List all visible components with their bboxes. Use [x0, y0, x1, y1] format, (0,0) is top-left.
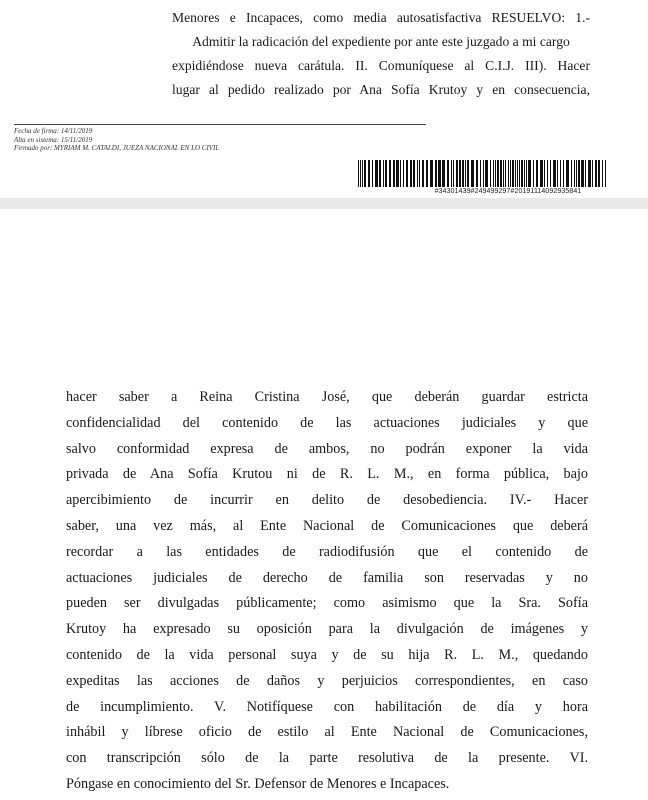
barcode-bar: [566, 160, 569, 187]
barcode-bar: [483, 160, 484, 187]
barcode-bar: [419, 160, 420, 187]
barcode-bar: [553, 160, 556, 187]
barcode-bar: [465, 160, 466, 187]
barcode-bar: [524, 160, 525, 187]
barcode-bar: [358, 160, 359, 187]
barcode-bar: [362, 160, 363, 187]
document-page-1: [0, 0, 648, 198]
barcode-bar: [495, 160, 496, 187]
barcode-bar: [602, 160, 603, 187]
barcode-bar: [360, 160, 361, 187]
text-line: Menores e Incapaces, como media autosatisfactiva RESUELVO: 1.-: [172, 10, 590, 25]
barcode-bar: [592, 160, 593, 187]
barcode-bar: [426, 160, 428, 187]
resolution-text-continued: [66, 385, 588, 798]
barcode-bar: [588, 160, 591, 187]
barcode-bar: [435, 160, 437, 187]
barcode-bar: [456, 160, 458, 187]
barcode-bar: [526, 160, 527, 187]
text-line: Póngase en conocimiento del Sr. Defensor de Menores e Incapaces.: [66, 775, 450, 792]
barcode-bar: [547, 160, 548, 187]
barcode-bar: [512, 160, 514, 187]
barcode-bar: [576, 160, 577, 187]
barcode-bar: [442, 160, 445, 187]
barcode-bar: [500, 160, 502, 187]
barcode-bar: [451, 160, 452, 187]
barcode-bar: [515, 160, 516, 187]
barcode-number: #34301439#249499297#20191114092935841: [434, 188, 582, 195]
barcode-bar: [379, 160, 381, 187]
text-line: privada de Ana Sofía Krutou ni de R. L. M., en forma pública, bajo: [66, 466, 588, 483]
barcode-bar: [536, 160, 538, 187]
resolution-text-top: [172, 6, 590, 102]
text-line: expeditas las acciones de daños y perjuicios correspondientes, en caso: [66, 672, 588, 689]
barcode-bar: [368, 160, 370, 187]
barcode-bar: [550, 160, 551, 187]
barcode-bar: [510, 160, 511, 187]
barcode-bar: [480, 160, 481, 187]
barcode-bar: [533, 160, 534, 187]
document-page-2: [0, 209, 648, 800]
text-line: con transcripción sólo de la parte resolutiva de la presente. VI.: [66, 750, 588, 767]
barcode-bar: [493, 160, 494, 187]
text-line: hacer saber a Reina Cristina José, que deberán guardar estricta: [66, 389, 588, 405]
barcode-bar: [585, 160, 586, 187]
barcode-bar: [372, 160, 373, 187]
barcode-bar: [430, 160, 433, 187]
barcode-bar: [508, 160, 509, 187]
signature-rule: [14, 124, 426, 125]
barcode-bar: [413, 160, 415, 187]
text-line: inhábil y líbrese oficio de estilo al Ente Nacional de Comunicaciones,: [66, 724, 588, 741]
barcode-bar: [467, 160, 469, 187]
signature-date: Fecha de firma: 14/11/2019: [14, 127, 93, 135]
barcode-bar: [503, 160, 504, 187]
text-line: saber, una vez más, al Ente Nacional de Comunicaciones que deberá: [66, 517, 588, 534]
barcode-bar: [422, 160, 424, 187]
barcode-bar: [497, 160, 499, 187]
text-line: salvo conformidad expresa de ambos, no podrán exponer la vida: [66, 440, 588, 457]
barcode-bar: [557, 160, 558, 187]
text-line: de incumplimiento. V. Notifíquese con habilitación de día y hora: [66, 698, 588, 715]
barcode-bar: [574, 160, 575, 187]
barcode-bar: [396, 160, 399, 187]
signature-block: [14, 127, 219, 153]
barcode-bar: [385, 160, 387, 187]
barcode-bar: [571, 160, 572, 187]
text-line: Krutoy ha expresado su oposición para la divulgación de imágenes y: [66, 621, 588, 638]
text-line: apercibimiento de incurrir en delito de desobediencia. IV.- Hacer: [66, 492, 588, 509]
text-line: contenido de la vida personal suya y de su hija R. L. M., quedando: [66, 646, 588, 663]
barcode-bar: [400, 160, 401, 187]
barcode-bar: [560, 160, 561, 187]
barcode-bar: [410, 160, 412, 187]
barcode-bar: [581, 160, 584, 187]
barcode-bar: [598, 160, 600, 187]
barcode: [358, 160, 606, 187]
barcode-bar: [453, 160, 454, 187]
barcode-bar: [389, 160, 391, 187]
barcode-bar: [485, 160, 488, 187]
barcode-bar: [490, 160, 491, 187]
text-line: Admitir la radicación del expediente por ante este juzgado a mi cargo: [192, 34, 570, 49]
barcode-bar: [540, 160, 543, 187]
barcode-bar: [364, 160, 366, 187]
barcode-bar: [438, 160, 441, 187]
barcode-bar: [447, 160, 449, 187]
barcode-bar: [519, 160, 520, 187]
text-line: pueden ser divulgadas públicamente; como asimismo que la Sra. Sofía: [66, 595, 588, 612]
barcode-bar: [393, 160, 395, 187]
barcode-bar: [563, 160, 564, 187]
barcode-bar: [517, 160, 518, 187]
barcode-bar: [521, 160, 523, 187]
barcode-bar: [595, 160, 597, 187]
barcode-bar: [528, 160, 531, 187]
barcode-bar: [505, 160, 506, 187]
text-line: expidiéndose nueva carátula. II. Comuníquese al C.I.J. III). Hacer: [172, 58, 590, 73]
text-line: recordar a las entidades de radiodifusión que el contenido de: [66, 543, 588, 560]
system-entry-date: Alta en sistema: 15/11/2019: [14, 135, 93, 144]
barcode-bar: [476, 160, 478, 187]
barcode-bar: [375, 160, 378, 187]
text-line: confidencialidad del contenido de las actuaciones judiciales y que: [66, 414, 588, 431]
barcode-bar: [417, 160, 418, 187]
barcode-bar: [544, 160, 545, 187]
barcode-bar: [471, 160, 474, 187]
barcode-bar: [578, 160, 580, 187]
barcode-bar: [459, 160, 461, 187]
barcode-bar: [383, 160, 384, 187]
signed-by: Firmado por: MYRIAM M. CATALDI, JUEZA NACIONAL EN LO CIVIL: [14, 144, 220, 152]
text-line: actuaciones judiciales de derecho de familia son reservadas y no: [66, 569, 588, 586]
text-line: lugar al pedido realizado por Ana Sofía Krutoy y en consecuencia,: [172, 82, 590, 97]
barcode-bar: [403, 160, 404, 187]
barcode-bar: [406, 160, 408, 187]
barcode-bar: [605, 160, 606, 187]
barcode-bar: [462, 160, 464, 187]
